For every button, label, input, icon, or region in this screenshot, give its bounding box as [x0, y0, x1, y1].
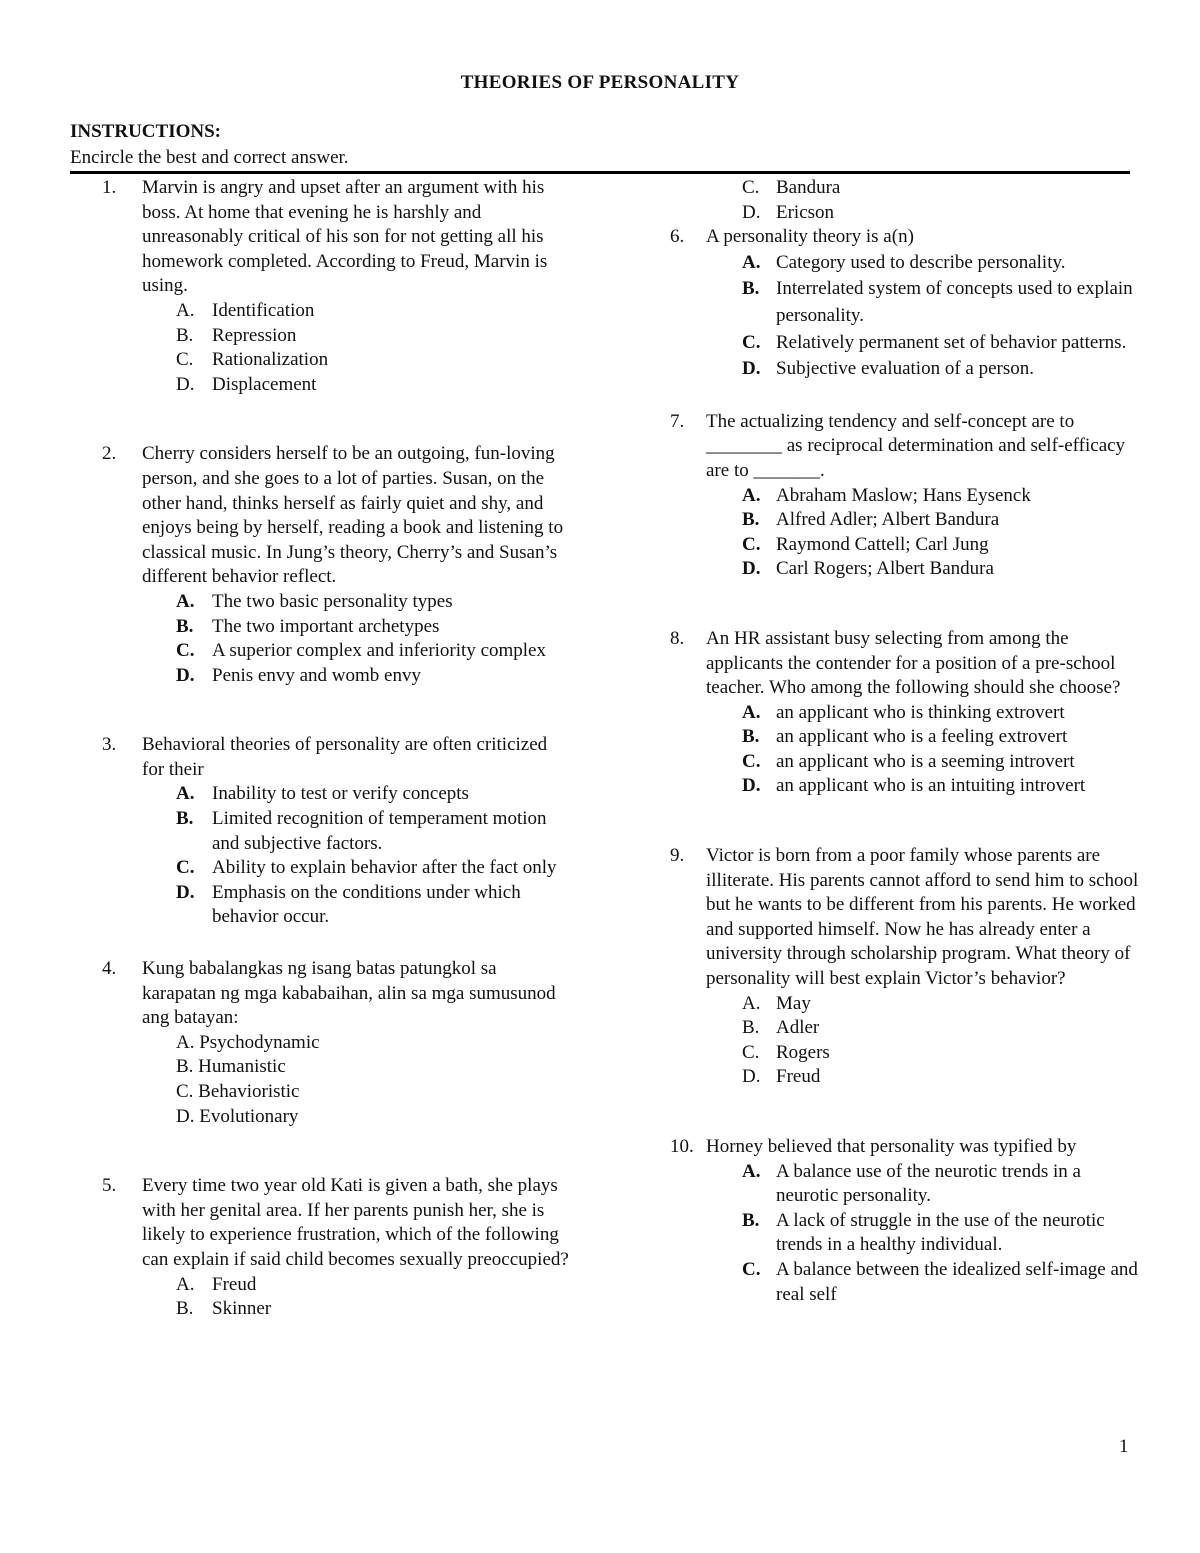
question-number: 10.: [670, 1136, 694, 1157]
option[interactable]: B. Adler: [742, 1017, 820, 1039]
page-title: THEORIES OF PERSONALITY: [460, 72, 740, 93]
options-q5-part1: [70, 1273, 570, 1322]
option[interactable]: C. Ability to explain behavior after the fact only: [176, 857, 557, 879]
left-column: [70, 176, 570, 1322]
question-text: Kung babalangkas ng isang batas patungkol sa karapatan ng mga kababaihan, alin sa mga sumusunod ang batayan:: [142, 958, 556, 1029]
option[interactable]: D. Displacement: [176, 373, 317, 395]
question-number: 6.: [670, 226, 685, 248]
question-7: [670, 410, 1140, 484]
option[interactable]: A. Psychodynamic: [176, 1031, 320, 1053]
option[interactable]: A. A balance use of the neurotic trends in a neurotic personality.: [742, 1160, 1081, 1207]
options-q1: [70, 299, 570, 397]
question-4: [70, 957, 570, 1031]
option[interactable]: A. May: [742, 992, 811, 1014]
option[interactable]: D. Evolutionary: [176, 1105, 299, 1127]
option[interactable]: A. an applicant who is thinking extrovert: [742, 701, 1065, 723]
option[interactable]: B. Limited recognition of temperament motion and subjective factors.: [176, 808, 547, 854]
option[interactable]: C. Bandura: [742, 177, 841, 198]
question-text: Marvin is angry and upset after an argument with his boss. At home that evening he is harshly and unreasonably critical of his son for not getting all his homework completed. According to Freud, Marvin is using.: [142, 177, 548, 297]
question-text: Every time two year old Kati is given a bath, she plays with her genital area. If her parents punish her, she is likely to experience frustration, which of the following can explain if said child becomes sexually preoccupied?: [142, 1175, 569, 1270]
option[interactable]: D. Ericson: [742, 201, 835, 223]
option[interactable]: A. Identification: [176, 299, 315, 321]
question-2: [70, 442, 570, 590]
question-number: 8.: [670, 627, 685, 649]
options-q10: [670, 1160, 1140, 1308]
option[interactable]: A. Abraham Maslow; Hans Eysenck: [742, 484, 1031, 506]
option[interactable]: C. Rationalization: [176, 349, 329, 371]
question-text: Behavioral theories of personality are often criticized for their: [142, 734, 548, 780]
option[interactable]: D. Subjective evaluation of a person.: [742, 358, 1035, 380]
options-q8: [670, 701, 1140, 799]
question-text: Horney believed that personality was typified by: [706, 1136, 1077, 1157]
question-6: [670, 225, 1140, 250]
options-q6: [670, 250, 1140, 383]
option[interactable]: B. Skinner: [176, 1298, 272, 1320]
option[interactable]: B. an applicant who is a feeling extrovert: [742, 726, 1068, 748]
option[interactable]: C. A superior complex and inferiority complex: [176, 640, 546, 662]
right-column: [670, 176, 1140, 1307]
options-q4: [70, 1031, 570, 1129]
option[interactable]: D. an applicant who is an intuiting introvert: [742, 775, 1086, 797]
instructions-heading: INSTRUCTIONS:: [70, 121, 221, 142]
question-text: The actualizing tendency and self-concept are to ________ as reciprocal determination and self-efficacy are to _______.: [706, 410, 1126, 481]
options-q2: [70, 590, 570, 688]
question-number: 4.: [102, 958, 117, 980]
option[interactable]: A. Freud: [176, 1273, 257, 1295]
question-text: A personality theory is a(n): [706, 226, 914, 248]
option[interactable]: C. Raymond Cattell; Carl Jung: [742, 533, 989, 555]
option[interactable]: B. A lack of struggle in the use of the neurotic trends in a healthy individual.: [742, 1209, 1105, 1256]
option[interactable]: C. A balance between the idealized self-image and real self: [742, 1258, 1138, 1305]
question-number: 9.: [670, 845, 685, 867]
option[interactable]: B. Humanistic: [176, 1056, 286, 1078]
option[interactable]: A. The two basic personality types: [176, 590, 453, 612]
option[interactable]: D. Freud: [742, 1066, 821, 1088]
options-q3: [70, 782, 570, 930]
question-number: 5.: [102, 1175, 117, 1197]
question-10: [670, 1135, 1140, 1160]
option[interactable]: C. Relatively permanent set of behavior patterns.: [742, 331, 1127, 353]
options-q7: [670, 484, 1140, 582]
options-q9: [670, 992, 1140, 1090]
option[interactable]: D. Emphasis on the conditions under which behavior occur.: [176, 881, 521, 928]
question-text: An HR assistant busy selecting from among the applicants the contender for a position of a pre-school teacher. Who among the following should she choose?: [706, 627, 1121, 699]
question-1: [70, 176, 570, 299]
question-9: [670, 844, 1140, 992]
option[interactable]: A. Inability to test or verify concepts: [176, 783, 469, 805]
options-q5-part2: [670, 176, 1140, 225]
option[interactable]: B. Repression: [176, 324, 297, 346]
question-number: 2.: [102, 443, 117, 465]
question-number: 7.: [670, 410, 685, 432]
question-5: [70, 1174, 570, 1272]
option[interactable]: D. Penis envy and womb envy: [176, 664, 421, 686]
option[interactable]: D. Carl Rogers; Albert Bandura: [742, 558, 994, 580]
question-number: 3.: [102, 734, 117, 756]
question-text: Cherry considers herself to be an outgoing, fun-loving person, and she goes to a lot of parties. Susan, on the other hand, thinks herself as fairly quiet and shy, and enjoys being by herself, reading a book and listening to classical music. In Jung’s theory, Cherry’s and Susan’s different behavior reflect.: [142, 443, 564, 588]
header-divider: [70, 171, 1130, 174]
question-3: [70, 733, 570, 782]
option[interactable]: B. Interrelated system of concepts used to explain personality.: [742, 278, 1133, 326]
option[interactable]: C. an applicant who is a seeming introvert: [742, 750, 1075, 772]
page-number: 1: [1119, 1436, 1129, 1457]
option[interactable]: B. The two important archetypes: [176, 615, 440, 637]
question-number: 1.: [102, 177, 117, 198]
option[interactable]: C. Behavioristic: [176, 1081, 300, 1102]
option[interactable]: C. Rogers: [742, 1041, 830, 1063]
option[interactable]: B. Alfred Adler; Albert Bandura: [742, 509, 1000, 531]
instructions-text: Encircle the best and correct answer.: [70, 147, 349, 168]
question-text: Victor is born from a poor family whose parents are illiterate. His parents cannot afford to send him to school but he wants to be different from his parents. He worked and supported himself. Now he has already enter a university through scholarship program. What theory of personality will best explain Victor’s behavior?: [706, 845, 1139, 990]
question-8: [670, 627, 1140, 701]
option[interactable]: A. Category used to describe personality.: [742, 251, 1066, 273]
